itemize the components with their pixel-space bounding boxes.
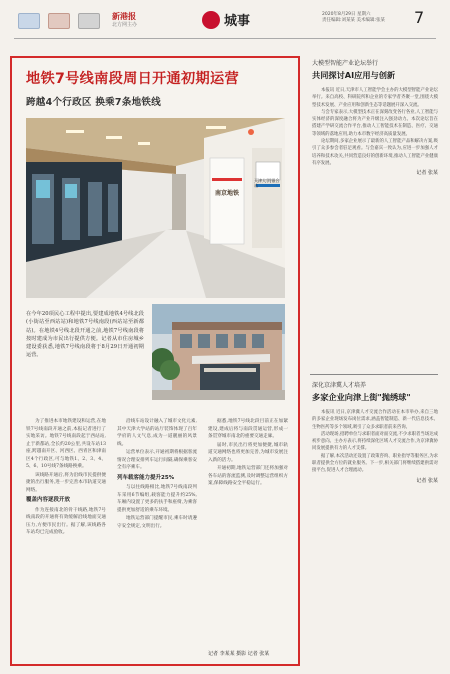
brand: [112, 12, 137, 30]
article-column-3: [208, 418, 288, 489]
headline: 地铁7号线南段周日开通初期运营: [26, 71, 239, 87]
paragraph: 与会专家表示,大模型技术正在深刻改变各行各业,人工智能与实体经济的深度融合将为产业升级注入强劲动力。本次论坛旨在搭建产学研交流合作平台,推动人工智能技术在制造、医疗、交通等领域的落地应用,助力本市数字经济高质量发展。: [312, 109, 438, 137]
article-byline: 记者 李某某 摄影 记者 张某: [208, 651, 270, 657]
section-heading: 列车载客能力提升25%: [117, 474, 175, 481]
paragraph: 据悉,地铁7号线北段目前正在加紧建设,建成后将与南段贯通运营,形成一条贯穿城市南北的重要交通走廊。: [208, 419, 288, 439]
paragraph: 据了解,本次活动还设置了政策咨询、职业指导等服务区,为求职者提供全方位的就业服务。下一步,相关部门将继续搭建供需对接平台,促进人才合理流动。: [312, 453, 438, 474]
paragraph: 本报讯 近日,天津市人工智能学会主办的大模型智能产业论坛举行。来自高校、科研院所和企业的专家学者齐聚一堂,围绕大模型技术发展、产业应用和创新生态等话题展开深入交流。: [312, 88, 438, 108]
masthead: [0, 0, 450, 40]
paragraph: 运营单位表示,开通初期将根据客流情况合理安排列车运行间隔,确保乘客安全有序乘车。: [117, 450, 197, 470]
paragraph: 开通初期,地铁运营部门还将加强对各车站的客流监测,及时调整运营组织方案,保障线路安全平稳运行。: [208, 466, 288, 486]
brand-sub: 北方网主办: [112, 22, 138, 28]
wall-calligraphy: 南京地铁: [214, 190, 239, 197]
station-name-label: 天津大学|银合站: [254, 178, 280, 188]
masthead-rule: [14, 38, 436, 39]
paragraph: 地铁运营部门提醒市民,乘车时请遵守安全规定,文明出行。: [117, 516, 197, 529]
editor-line: 责任编辑:刘某某 美术编辑:张某: [322, 18, 385, 23]
partner-logo-icon: [48, 13, 70, 29]
partner-logos: [18, 12, 100, 30]
paragraph: 活动现场,招聘单位与求职者面对面交流,不少求职者当场达成初步意向。主办方表示,将持续深化区域人才交流合作,为京津冀协同发展提供有力的人才支撑。: [312, 431, 438, 452]
photo-caption: 在今年20项民心工程中提出,要建成地铁4号线北段(小街站至西站站)和地铁7号线南段(西站站至新都站)。在地铁4号线北段开通之前,地铁7号线南段将按时建成为市民出行提供方便。记者从市住房城乡建设委获悉,地铁7号线南段将于8月29日开通初期运营。: [26, 311, 144, 359]
side-kicker: 深化京津冀人才培养: [312, 382, 367, 389]
paragraph: 沿线车站设计融入了城市文化元素,其中天津大学站的站厅装饰体现了百年学府的人文气息,成为一道靓丽的风景线。: [117, 419, 197, 447]
side-title: 多家企业向津上街"抛绣球": [312, 392, 411, 402]
page-number: 7: [414, 8, 425, 27]
paragraph: 该线路开通后,将为沿线市民提供便捷的出行服务,进一步完善本市轨道交通网络。: [26, 472, 106, 493]
section-heading: 覆盖内容逐段开放: [26, 497, 71, 503]
column-divider: [310, 374, 438, 375]
section-logo-icon: [202, 11, 220, 29]
side-byline: 记者 张某: [416, 477, 438, 484]
brand-name: 新港报: [112, 11, 136, 21]
paragraph: 与以往线路相比,地铁7号线南段列车采用6节编组,载客能力提升约25%,车厢内设置了更多的扶手和座椅,为乘客提供更加舒适的乘车环境。: [117, 485, 197, 513]
paragraph: 作为连接南北的骨干线路,地铁7号线南段的开通将有效缓解沿线地面交通压力,方便市民出行。据了解,该线路各车站均已完成验收。: [26, 507, 106, 535]
entrance-illustration: [152, 304, 285, 400]
paragraph: 本报讯 近日,京津冀人才交流合作活动在本市举办,来自三地的多家企业现场发布岗位需求,涵盖智能制造、新一代信息技术、生物医药等多个领域,吸引了众多求职者前来咨询。: [312, 410, 438, 430]
article-column-1: [26, 418, 106, 538]
section-title: 城事: [224, 14, 251, 29]
main-article: [10, 56, 300, 666]
qr-code-icon: [78, 13, 100, 29]
issue-date: 2020年8月29日 星期六: [322, 12, 371, 17]
platform-illustration: [26, 118, 285, 298]
article-column-2: [117, 418, 197, 531]
side-kicker: 大模型智能产业论坛举行: [312, 60, 379, 67]
paragraph: 为了推进本市地铁建设和运营,在地铁7号线南段开通之前,本报记者进行了实地采访。地铁7号线南段起于西站站,止于新都站,全长约20公里,共设车站13座,跨越南开区、河西区、西青区和津南区4个行政区,可与地铁1、2、3、4、5、6、10号线7条线路换乘。: [26, 419, 106, 469]
paragraph: 论坛期间,多家企业展示了最新的人工智能产品和解决方案,吸引了众多参会者驻足观看。与会嘉宾一致认为,应进一步加强人才培养和技术攻关,共同营造良好的创新环境,推动人工智能产业健康有序发展。: [312, 139, 438, 166]
side-title: 共同探讨AI应用与创新: [312, 70, 396, 80]
subheadline: 跨越4个行政区 换乘7条地铁线: [26, 97, 162, 108]
station-entrance-photo: [152, 304, 285, 400]
side-article-talent: [312, 380, 438, 484]
paragraph: 届时,市民出行将更加便捷,城市轨道交通网络也将更加完善,为城市发展注入新的活力。: [208, 442, 288, 463]
side-article-ai-forum: [312, 58, 438, 176]
side-body: [312, 87, 438, 167]
date-line: [322, 12, 402, 24]
side-byline: 记者 张某: [416, 170, 438, 177]
metro-platform-photo: [26, 118, 285, 298]
side-body: [312, 409, 438, 475]
section-header: [202, 10, 250, 29]
article-body: [26, 418, 288, 660]
partner-logo-icon: [18, 13, 40, 29]
